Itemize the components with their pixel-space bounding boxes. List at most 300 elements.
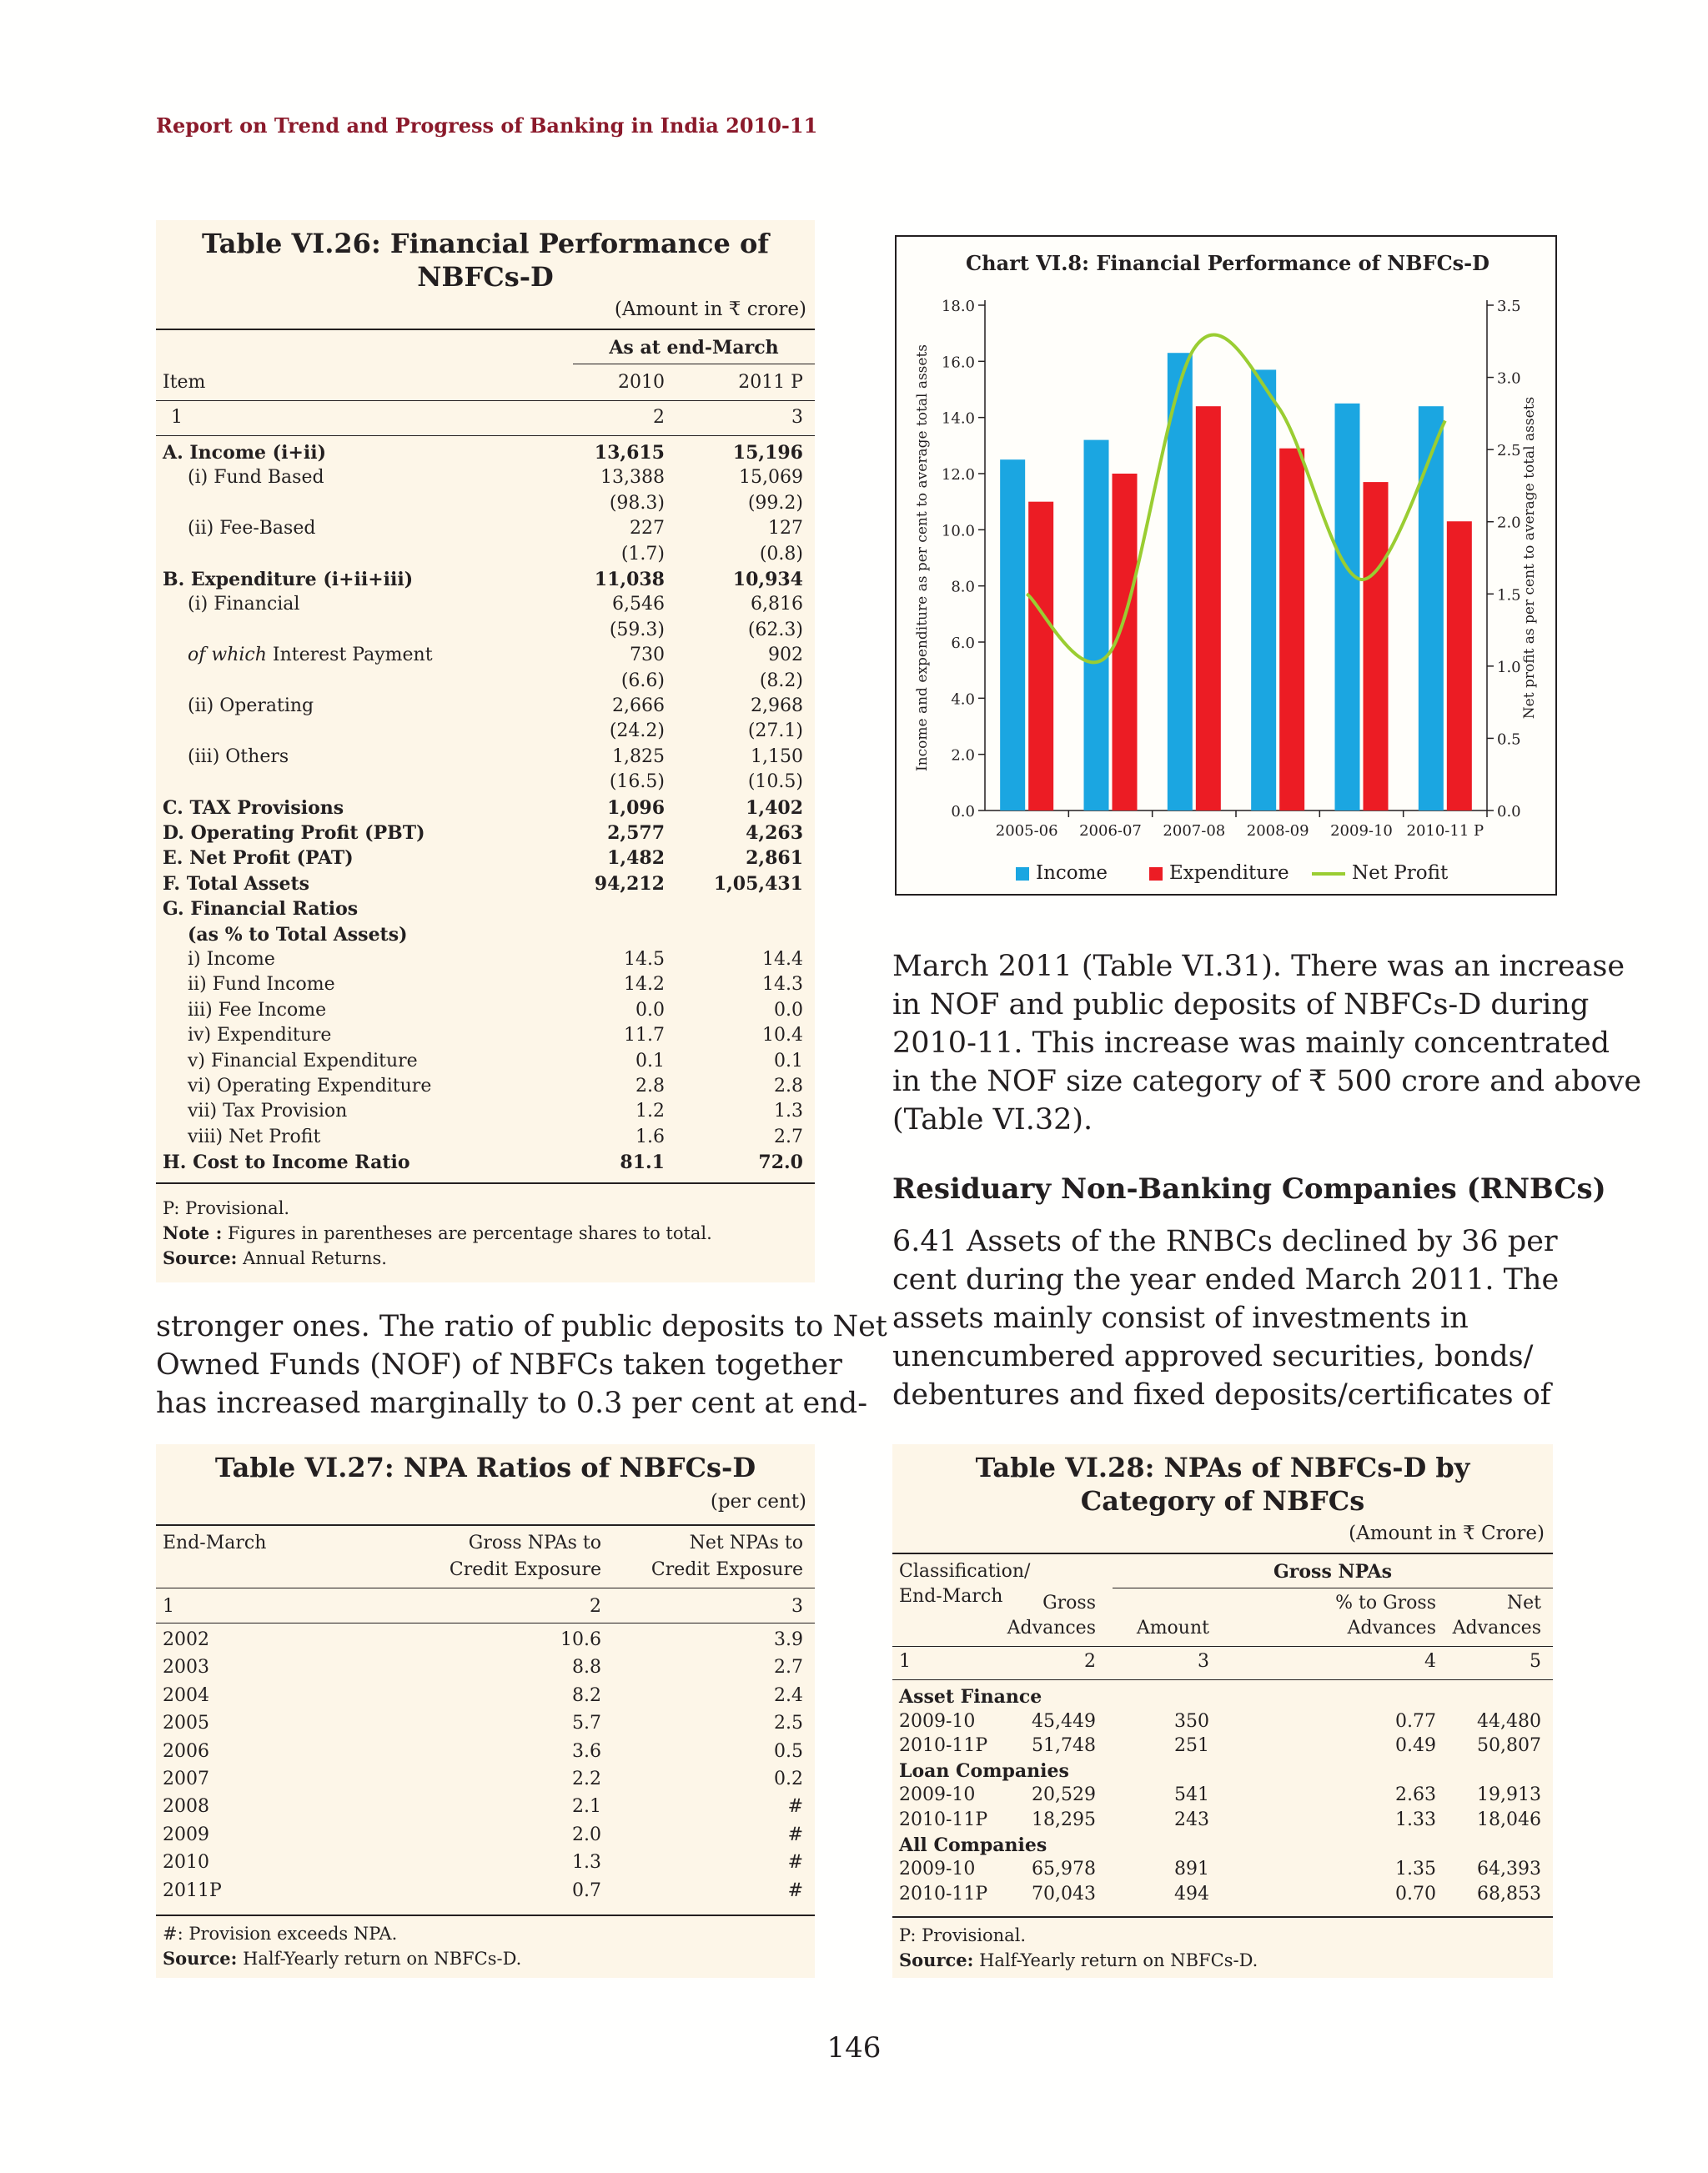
value-2010: 1.6 [635,1126,665,1147]
expenditure-bar [1447,521,1472,810]
table-row [156,440,815,465]
value-2010: 0.1 [635,1050,665,1071]
value-2011: (0.8) [759,543,803,565]
table-26-title-line1: Table VI.26: Financial Performance of [201,228,770,259]
table-row [156,694,815,719]
value-2011: (10.5) [747,771,803,793]
table-row [156,1099,815,1124]
legend-net-profit-label: Net Profit [1352,862,1449,884]
table-row [156,998,815,1023]
value-2010: (1.7) [620,543,665,565]
table-26-col-2011: 2011 P [738,372,803,393]
table-row [156,491,815,516]
value-2011: 14.3 [762,974,803,996]
row-year: 2010-11P [899,1883,988,1905]
table-28-title-line1: Table VI.28: NPAs of NBFCs-D by [975,1452,1470,1483]
gross-npa-amount: 243 [1174,1809,1209,1830]
row-label: (as % to Total Assets) [188,923,408,946]
table-row [156,922,815,947]
row-label: B. Expenditure (i+ii+iii) [163,569,414,590]
value-2011: (27.1) [747,720,803,742]
x-tick-label: 2010-11 P [1406,822,1484,840]
row-label-text: Interest Payment [272,645,433,666]
net-advances: 44,480 [1477,1710,1541,1732]
table-28-group-header: Gross NPAs [1273,1561,1392,1583]
table-28-col4-line2: Advances [1347,1618,1436,1639]
table-vi-26 [156,220,815,1282]
gross-npa-amount: 891 [1174,1859,1209,1880]
row-label: iv) Expenditure [188,1025,332,1046]
table-26-header-rule [156,400,815,401]
y2-tick-label: 1.5 [1497,586,1521,605]
percent-to-gross: 0.49 [1395,1735,1436,1757]
row-year: 2008 [163,1796,209,1818]
body-text-line: in the NOF size category of ₹ 500 crore and above [892,1065,1642,1098]
net-npa: # [787,1879,803,1901]
body-text-line: (Table VI.32). [892,1103,1093,1137]
x-tick-label: 2009-10 [1330,822,1393,840]
value-2010: 11.7 [624,1025,665,1046]
value-2010: 1,096 [607,796,665,819]
row-year: 2004 [163,1684,209,1706]
chart-vi-8 [895,235,1557,896]
body-text-left [156,1307,887,1423]
value-2010: 0.0 [635,999,665,1021]
table-row [156,896,815,921]
body-text-line: has increased marginally to 0.3 per cent at end- [156,1387,868,1420]
body-text-line: March 2011 (Table VI.31). There was an increase [892,950,1625,983]
y-tick-label: 12.0 [941,466,975,484]
value-2011: 2,861 [746,847,803,870]
table-26-group-header: As at end-March [609,337,779,359]
y2-tick-label: 3.0 [1497,369,1521,388]
gross-npa: 8.2 [572,1684,601,1706]
table-28-col3: Amount [1136,1618,1209,1639]
net-npa: # [787,1852,803,1874]
value-2010: 1,825 [612,745,665,767]
expenditure-bar [1028,502,1053,810]
net-advances: 19,913 [1477,1784,1541,1806]
table-28-footnote-p: P: Provisional. [899,1925,1027,1945]
section-heading-rnbcs: Residuary Non-Banking Companies (RNBCs) [892,1172,1606,1206]
table-28-col1-line2: End-March [899,1586,1003,1607]
value-2010: 13,615 [594,442,665,464]
value-2011: (99.2) [747,492,803,514]
table-vi-27 [156,1444,815,1978]
percent-to-gross: 1.33 [1395,1809,1436,1830]
row-label-italic-prefix: of which [188,645,267,666]
percent-to-gross: 0.77 [1395,1710,1436,1732]
y-tick-label: 6.0 [951,635,975,652]
value-2011: 0.1 [774,1050,803,1071]
x-tick-label: 2006-07 [1079,822,1142,840]
value-2010: 6,546 [612,594,665,615]
table-26-title-line2: NBFCs-D [417,261,554,293]
table-row [156,1023,815,1048]
row-year: 2009-10 [899,1784,976,1806]
table-26-num-1: 1 [171,407,183,428]
running-head: Report on Trend and Progress of Banking in India 2010-11 [156,113,818,138]
row-label: D. Operating Profit (PBT) [163,822,425,844]
table-28-num-5: 5 [1530,1651,1541,1672]
row-year: 2007 [163,1769,209,1789]
y2-tick-label: 0.5 [1497,730,1521,749]
table-27-num-1: 1 [163,1596,174,1617]
value-2011: 0.0 [774,999,803,1021]
table-26-source [163,1246,387,1271]
gross-npa: 3.6 [572,1740,601,1762]
value-2011: 1.3 [774,1101,803,1122]
net-npa: 0.5 [774,1740,803,1762]
income-bar [1000,459,1025,810]
x-tick-label: 2005-06 [995,822,1058,840]
percent-to-gross: 0.70 [1395,1883,1436,1905]
table-row [156,643,815,668]
page-number: 146 [826,2031,882,2065]
legend-income-label: Income [1036,862,1108,884]
table-26-num-rule [156,435,815,436]
row-year: 2009 [163,1824,209,1845]
value-2011: 1,150 [751,745,803,767]
y-tick-label: 8.0 [951,578,975,596]
gross-npa-amount: 541 [1174,1784,1209,1806]
y-tick-label: 14.0 [941,409,975,428]
category-heading: Asset Finance [899,1686,1042,1708]
chart-svg [897,237,1559,897]
row-label: (iii) Others [188,745,289,767]
gross-npa: 5.7 [572,1713,601,1734]
row-label: (i) Fund Based [188,467,324,489]
table-28-header-rule [892,1646,1553,1647]
value-2010: 13,388 [600,467,665,489]
legend-expenditure-label: Expenditure [1169,862,1289,884]
value-2010: (24.2) [609,720,665,742]
row-label: E. Net Profit (PAT) [163,847,354,870]
legend-income-swatch [1016,867,1029,881]
value-2010: 2,577 [607,822,665,844]
row-label: iii) Fee Income [188,999,327,1021]
gross-npa: 2.2 [572,1769,601,1789]
table-row [156,669,815,694]
table-28-col5-line1: Net [1506,1593,1541,1613]
legend-expenditure-swatch [1149,867,1163,881]
table-row [156,846,815,871]
net-npa: # [787,1824,803,1845]
body-text-line: assets mainly consist of investments in [892,1302,1469,1335]
gross-advances: 45,449 [1032,1710,1096,1732]
value-2011: 4,263 [746,822,803,844]
gross-npa-amount: 350 [1174,1710,1209,1732]
table-28-source-label: Source: [899,1950,974,1970]
table-27-num-2: 2 [590,1596,601,1617]
table-row [156,871,815,896]
table-28-col5-line2: Advances [1452,1618,1541,1639]
body-text-line: cent during the year ended March 2011. The [892,1263,1560,1297]
table-28-num-1: 1 [899,1651,911,1672]
net-advances: 50,807 [1477,1735,1541,1757]
expenditure-bar [1279,449,1304,810]
table-26-num-3: 3 [791,407,803,428]
row-year: 2009-10 [899,1710,976,1732]
income-bar [1084,440,1109,810]
value-2010: 14.2 [624,974,665,996]
percent-to-gross: 1.35 [1395,1859,1436,1880]
row-year: 2010 [163,1852,209,1874]
table-28-source-text: Half-Yearly return on NBFCs-D. [979,1950,1258,1970]
row-year: 2010-11P [899,1735,988,1757]
value-2010: (16.5) [609,771,665,793]
row-label: vii) Tax Provision [188,1101,348,1122]
y-tick-label: 10.0 [941,522,975,540]
net-npa: 0.2 [774,1769,803,1789]
value-2010: (98.3) [609,492,665,514]
income-bar [1419,406,1444,810]
table-28-top-rule [892,1553,1553,1554]
expenditure-bar [1364,482,1389,810]
y-tick-label: 18.0 [941,298,975,315]
table-26-note [163,1221,712,1246]
table-28-num-rule [892,1679,1553,1680]
value-2010: 94,212 [594,872,665,895]
value-2010: 227 [630,518,665,539]
table-row [156,618,815,643]
y-tick-label: 16.0 [941,354,975,372]
table-28-num-2: 2 [1084,1651,1096,1672]
y2-axis-label: Net profit as per cent to average total assets [1521,396,1538,720]
table-27-title: Table VI.27: NPA Ratios of NBFCs-D [214,1452,756,1483]
table-27-col-end-march: End-March [163,1533,267,1553]
row-label: (i) Financial [188,594,300,615]
gross-npa: 2.0 [572,1824,601,1845]
table-row [156,465,815,490]
table-row [156,972,815,997]
value-2010: 1.2 [635,1101,665,1122]
x-tick-label: 2008-09 [1246,822,1309,840]
value-2011: 2.7 [774,1126,803,1147]
net-npa: 2.5 [774,1713,803,1734]
table-28-bottom-rule [892,1916,1553,1918]
value-2011: 15,196 [732,442,803,464]
row-year: 2009-10 [899,1859,976,1880]
income-bar [1251,369,1276,810]
legend-net-profit [1312,862,1448,884]
table-27-col-gross-2: Credit Exposure [449,1559,601,1580]
row-label: v) Financial Expenditure [188,1050,418,1071]
value-2011: 14.4 [762,949,803,970]
value-2010: 730 [630,645,665,666]
legend-expenditure [1149,862,1289,884]
y2-tick-label: 3.5 [1497,298,1521,315]
value-2011: 1,05,431 [713,872,803,895]
value-2011: 72.0 [758,1152,803,1174]
row-label: ii) Fund Income [188,974,335,996]
table-28-num-4: 4 [1424,1651,1436,1672]
table-row [156,592,815,617]
row-label: viii) Net Profit [188,1126,321,1147]
gross-npa-amount: 251 [1174,1735,1209,1757]
y2-tick-label: 1.0 [1497,658,1521,676]
table-row [156,745,815,770]
table-row [156,719,815,744]
expenditure-bar [1196,406,1221,810]
table-27-col-gross-1: Gross NPAs to [468,1533,601,1553]
gross-npa-amount: 494 [1174,1883,1209,1905]
row-year: 2005 [163,1713,209,1734]
body-text-line: in NOF and public deposits of NBFCs-D during [892,988,1590,1021]
gross-advances: 18,295 [1032,1809,1096,1830]
row-year: 2011P [163,1879,222,1901]
table-26-col-2010: 2010 [618,372,665,393]
row-label: (ii) Operating [188,695,314,716]
table-26-bottom-rule [156,1182,815,1184]
body-text-line: stronger ones. The ratio of public deposits to Net [156,1310,887,1343]
table-28-col2-line1: Gross [1042,1593,1096,1613]
table-28-col4-line1: % to Gross [1335,1593,1436,1613]
body-text-line: 6.41 Assets of the RNBCs declined by 36 per [892,1225,1558,1258]
value-2010: (59.3) [609,619,665,640]
table-27-source-label: Source: [163,1948,238,1969]
net-advances: 68,853 [1477,1883,1541,1905]
table-26-top-rule [156,329,815,330]
net-npa: 2.4 [774,1684,803,1706]
gross-npa: 2.1 [572,1796,601,1818]
y2-tick-label: 2.0 [1497,514,1521,532]
value-2010: 11,038 [594,569,665,590]
table-row [156,1125,815,1150]
y-tick-label: 4.0 [951,690,975,709]
table-27-unit: (per cent) [710,1491,806,1513]
row-label: A. Income (i+ii) [163,442,327,464]
table-27-col-net-1: Net NPAs to [689,1533,803,1553]
y-tick-label: 0.0 [951,803,975,821]
table-28-title-line2: Category of NBFCs [1080,1485,1365,1517]
row-label: vi) Operating Expenditure [188,1076,432,1097]
value-2011: (62.3) [747,619,803,640]
table-28-col2-line2: Advances [1007,1618,1096,1639]
body-text-right-1 [892,947,1642,1139]
row-year: 2002 [163,1629,209,1650]
value-2010: (6.6) [620,670,665,691]
table-28-num-3: 3 [1198,1651,1209,1672]
gross-advances: 20,529 [1032,1784,1096,1806]
table-row [156,516,815,541]
table-row [156,567,815,592]
row-label: (ii) Fee-Based [188,518,316,539]
value-2011: 10,934 [732,569,803,590]
table-26-unit: (Amount in ₹ crore) [614,299,806,320]
y-axis-label: Income and expenditure as per cent to average total assets [914,344,931,772]
value-2011: 10.4 [762,1025,803,1046]
body-text-line: debentures and fixed deposits/certificates of [892,1378,1551,1412]
legend-income [1016,862,1108,884]
value-2011: (8.2) [759,670,803,691]
table-26-note-text: Figures in parentheses are percentage shares to total. [228,1223,712,1243]
table-row [156,1074,815,1099]
value-2011: 2,968 [751,695,803,716]
legend-net-profit-line [1312,872,1345,876]
income-bar [1335,404,1360,810]
body-text-line: Owned Funds (NOF) of NBFCs taken together [156,1348,842,1382]
table-row [156,821,815,846]
table-27-col-net-2: Credit Exposure [651,1559,803,1580]
category-heading: Loan Companies [899,1759,1069,1782]
value-2011: 902 [768,645,803,666]
table-row [156,795,815,821]
y2-tick-label: 0.0 [1497,803,1521,821]
table-26-col-item: Item [163,372,206,393]
table-27-top-rule [156,1524,815,1526]
table-row [156,1150,815,1175]
table-28-col1-line1: Classification/ [899,1561,1031,1582]
row-label: i) Income [188,949,275,970]
net-npa: # [787,1796,803,1818]
row-label: C. TAX Provisions [163,796,344,819]
table-row [156,947,815,972]
row-year: 2010-11P [899,1809,988,1830]
gross-advances: 51,748 [1032,1735,1096,1757]
table-27-source [163,1946,521,1971]
value-2011: 15,069 [739,467,803,489]
table-26-source-label: Source: [163,1247,238,1268]
row-label: H. Cost to Income Ratio [163,1152,410,1174]
value-2010: 2.8 [635,1076,665,1097]
value-2010: 14.5 [624,949,665,970]
table-vi-28 [892,1444,1553,1978]
value-2011: 1,402 [746,796,803,819]
chart-title: Chart VI.8: Financial Performance of NBFCs-D [966,251,1489,275]
body-text-line: unencumbered approved securities, bonds/ [892,1340,1534,1373]
y2-tick-label: 2.5 [1497,442,1521,460]
category-heading: All Companies [899,1834,1047,1856]
table-27-footnote: #: Provision exceeds NPA. [163,1924,398,1944]
gross-npa: 1.3 [572,1852,601,1874]
table-26-footnote-p: P: Provisional. [163,1198,290,1218]
table-27-bottom-rule [156,1915,815,1916]
gross-npa: 0.7 [572,1879,601,1901]
row-label [188,643,433,668]
value-2010: 1,482 [607,847,665,870]
table-row [156,1049,815,1074]
row-label: F. Total Assets [163,872,310,895]
row-year: 2003 [163,1657,209,1679]
net-advances: 18,046 [1477,1809,1541,1830]
net-npa: 3.9 [774,1629,803,1650]
table-row [156,770,815,795]
value-2011: 127 [768,518,803,539]
percent-to-gross: 2.63 [1395,1784,1436,1806]
y-tick-label: 2.0 [951,746,975,765]
table-28-source [899,1948,1258,1973]
row-label: G. Financial Ratios [163,898,359,921]
gross-advances: 70,043 [1032,1883,1096,1905]
gross-npa: 10.6 [560,1629,601,1650]
gross-npa: 8.8 [572,1657,601,1679]
gross-advances: 65,978 [1032,1859,1096,1880]
table-27-num-3: 3 [791,1596,803,1617]
row-year: 2006 [163,1740,209,1762]
table-row [156,542,815,567]
value-2011: 6,816 [751,594,803,615]
value-2010: 2,666 [612,695,665,716]
body-text-line: 2010-11. This increase was mainly concentrated [892,1026,1610,1060]
net-npa: 2.7 [774,1657,803,1679]
value-2011: 2.8 [774,1076,803,1097]
net-advances: 64,393 [1477,1859,1541,1880]
table-28-unit: (Amount in ₹ Crore) [1349,1523,1545,1544]
body-text-right-2 [892,1222,1560,1414]
table-26-source-text: Annual Returns. [243,1248,387,1268]
table-26-note-label: Note : [163,1222,223,1243]
